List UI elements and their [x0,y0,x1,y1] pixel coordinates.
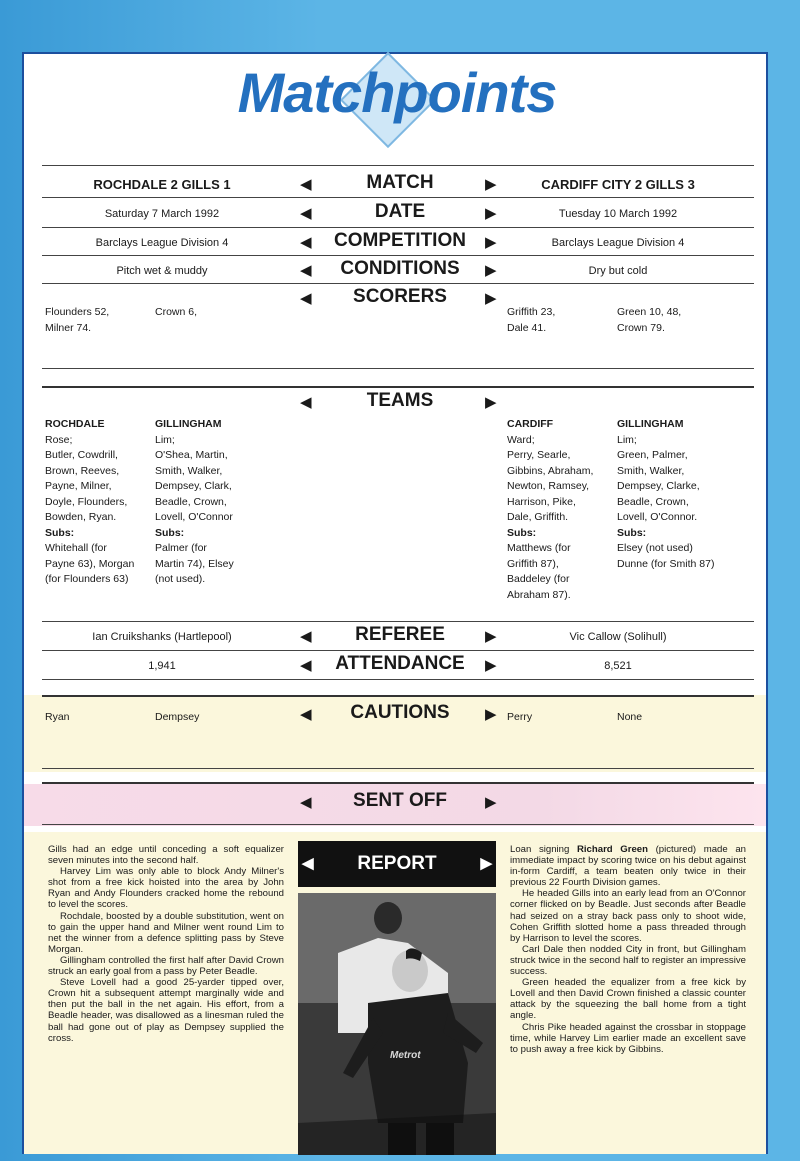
date-left: Saturday 7 March 1992 [104,208,220,220]
conditions-label: CONDITIONS [340,258,460,279]
player-line: Ward; [507,433,535,446]
cautions-rochdale: Ryan [45,711,70,723]
date-row [42,203,754,225]
player-line: Butler, Cowdrill, [45,449,118,461]
right-arrow-icon: ▶ [485,176,497,193]
player-line: Smith, Walker, [155,464,223,477]
right-arrow-icon: ▶ [485,205,497,222]
report-paragraph: Steve Lovell had a good 25-yarder tipped over, Crown hit a subsequent attempt marginally wide and then put the ball in the net again. His effort, from a Beadle header, was disallowed as a linesman ruled the ball had gone out of play as Dempsey supplied the cross. [48,977,284,1044]
right-arrow-icon: ▶ [480,855,492,872]
scorer-line: Green 10, 48, [617,306,682,318]
player-line: Dempsey, Clarke, [617,480,700,492]
player-line: Harrison, Pike, [507,495,576,508]
player-line: Lovell, O'Connor [155,511,233,523]
divider [42,679,754,680]
scorers-gills-1 [155,305,197,321]
title-area [24,54,770,154]
sub-line: (not used). [155,573,206,585]
sub-line: Payne 63), Morgan [45,557,135,570]
cautions-row [42,704,754,744]
cautions-label: CAUTIONS [350,702,450,723]
scorers-gills-2 [617,305,681,336]
matchpoints-panel [22,52,768,1154]
left-arrow-icon: ◀ [302,855,314,872]
divider [42,695,754,697]
left-arrow-icon: ◀ [300,205,312,222]
match-label: MATCH [366,172,434,193]
right-arrow-icon: ▶ [485,657,497,674]
referee-label: REFEREE [355,624,445,645]
player-line: Bowden, Ryan. [45,511,117,523]
divider [42,768,754,769]
right-arrow-icon: ▶ [485,234,497,251]
referee-right: Vic Callow (Solihull) [569,631,667,643]
team-name: ROCHDALE [45,418,105,430]
report-paragraph: Chris Pike headed against the crossbar in stoppage time, while Harvey Lim earlier made an excellent save to push away a free kick by Gibbins. [510,1021,746,1055]
player-line: Brown, Reeves, [45,464,120,477]
report-header [298,841,496,887]
player-line: Doyle, Flounders, [45,495,128,508]
player-line: Rose; [45,433,73,446]
competition-left: Barclays League Division 4 [95,237,229,249]
sub-line: Palmer (for [155,542,207,554]
sent-off-label: SENT OFF [353,790,447,811]
report-paragraph: Gillingham controlled the first half after David Crown struck an early goal from a pass by Peter Beadle. [48,954,284,978]
report-paragraph: Carl Dale then nodded City in front, but Gillingham struck twice in the second half to register an impressive success. [510,943,746,978]
divider [42,197,754,198]
scorer-line: Milner 74. [45,321,92,334]
player-photo-image [298,893,496,1155]
left-arrow-icon: ◀ [300,706,312,723]
referee-row [42,626,754,648]
scorer-line: Flounders 52, [45,306,110,318]
report-player-name: Richard Green [576,844,648,855]
right-arrow-icon: ▶ [485,794,497,811]
player-line: Gibbins, Abraham, [507,464,594,477]
player-line: Beadle, Crown, [155,495,227,508]
report-text-run: (pictured) made an immediate impact by scoring twice on his debut against in-form Cardiff, a team beaten only twice in their previous 22 Fourth Division games. [510,844,746,889]
scorers-rochdale [45,305,109,336]
cautions-gills-2: None [617,711,643,723]
report-paragraph: Gills had an edge until conceding a soft equalizer seven minutes into the second half. [48,844,284,867]
left-arrow-icon: ◀ [300,290,312,307]
player-line: O'Shea, Martin, [155,449,228,461]
team-name: GILLINGHAM [617,418,684,430]
right-arrow-icon: ▶ [485,262,497,279]
report-paragraph [510,844,746,888]
player-line: Beadle, Crown, [617,495,689,508]
teams-label: TEAMS [366,390,434,411]
divider [42,165,754,166]
scorer-line: Dale 41. [507,321,547,334]
page-title: Matchpoints [237,61,557,124]
team-name: CARDIFF [507,418,554,430]
team-name: GILLINGHAM [155,418,222,430]
team-rochdale [45,417,134,588]
divider [42,650,754,651]
left-arrow-icon: ◀ [300,657,312,674]
competition-right: Barclays League Division 4 [551,237,685,249]
sub-line: Elsey (not used) [617,542,693,554]
player-line: Lim; [155,433,175,446]
report-label: REPORT [357,853,437,874]
divider [42,824,754,825]
divider [42,255,754,256]
match-right: CARDIFF CITY 2 GILLS 3 [541,177,695,192]
subs-label: Subs: [155,526,185,539]
sub-line: Griffith 87), [507,557,559,570]
divider [42,782,754,784]
attendance-label: ATTENDANCE [335,653,465,674]
team-cardiff [507,417,593,603]
subs-label: Subs: [45,526,75,539]
left-arrow-icon: ◀ [300,176,312,193]
referee-left: Ian Cruikshanks (Hartlepool) [92,631,232,643]
conditions-row [42,260,754,282]
divider [42,621,754,622]
scorer-line: Crown 79. [617,321,665,334]
report-paragraph: Green headed the equalizer from a free kick by Lovell and then David Crown finished a classic counter attack by the squeezing the ball home from a tight angle. [510,977,746,1022]
sub-line: Baddeley (for [507,573,570,585]
right-arrow-icon: ▶ [485,394,497,411]
sub-line: Whitehall (for [45,542,107,554]
report-text-run: Loan signing [510,844,577,855]
competition-row [42,232,754,254]
sub-line: (for Flounders 63) [45,573,129,585]
cautions-cardiff: Perry [507,711,533,723]
match-row [42,173,754,195]
conditions-left: Pitch wet & muddy [116,265,208,277]
scorers-cardiff [507,305,555,336]
right-arrow-icon: ▶ [485,290,497,307]
cautions-gills-1: Dempsey [155,711,200,723]
scorers-label: SCORERS [353,286,447,307]
right-arrow-icon: ▶ [485,628,497,645]
player-line: Green, Palmer, [617,449,688,461]
shirt-sponsor-text: Metrot [390,1050,421,1061]
team-gillingham-2 [617,417,714,572]
report-cardiff [510,844,746,1055]
scorer-line: Crown 6, [155,306,198,318]
player-line: Smith, Walker, [617,464,685,477]
sub-line: Abraham 87). [507,588,571,601]
scorer-line: Griffith 23, [507,306,556,318]
date-right: Tuesday 10 March 1992 [558,208,678,220]
player-photo [298,893,496,1155]
left-arrow-icon: ◀ [300,394,312,411]
sub-line: Matthews (for [507,542,571,554]
scorers-row [42,288,754,364]
report-rochdale [48,844,284,1044]
conditions-right: Dry but cold [588,265,648,277]
subs-label: Subs: [507,526,537,539]
attendance-left: 1,941 [148,660,176,672]
left-arrow-icon: ◀ [300,262,312,279]
player-line: Perry, Searle, [507,449,571,461]
attendance-row [42,655,754,677]
match-left: ROCHDALE 2 GILLS 1 [93,177,231,192]
divider [42,227,754,228]
competition-label: COMPETITION [334,230,466,251]
team-gillingham-1 [155,417,234,588]
player-line: Dale, Griffith. [507,511,569,523]
divider [42,386,754,388]
player-line: Lovell, O'Connor. [617,511,698,523]
sent-off-row [42,792,754,816]
player-line: Payne, Milner, [45,480,112,492]
left-arrow-icon: ◀ [300,794,312,811]
player-line: Dempsey, Clark, [155,480,232,492]
report-paragraph: Harvey Lim was only able to block Andy Milner's shot from a free kick hoisted into the area by John Ryan and Andy Flounders cracked home the rebound to level the scores. [48,866,284,911]
right-arrow-icon: ▶ [485,706,497,723]
report-paragraph: Rochdale, boosted by a double substitution, went on to gain the upper hand and Milner went round Lim to net the winner from a defence splitting pass by Steve Morgan. [48,910,284,955]
player-line: Newton, Ramsey, [507,480,590,492]
sub-line: Martin 74), Elsey [155,557,234,570]
date-label: DATE [374,201,426,222]
attendance-right: 8,521 [604,660,632,672]
subs-label: Subs: [617,526,647,539]
player-line: Lim; [617,433,637,446]
left-arrow-icon: ◀ [300,628,312,645]
teams-row [42,391,754,619]
left-arrow-icon: ◀ [300,234,312,251]
divider [42,283,754,284]
report-paragraph: He headed Gills into an early lead from an O'Connor corner flicked on by Beadle. Just seconds after Beadle had seized on a stray back pass only to shoot wide, Cohen Griffith slotted home a pass threaded through by Harrison to level the scores. [510,888,746,944]
divider [42,368,754,369]
sub-line: Dunne (for Smith 87) [617,557,715,570]
